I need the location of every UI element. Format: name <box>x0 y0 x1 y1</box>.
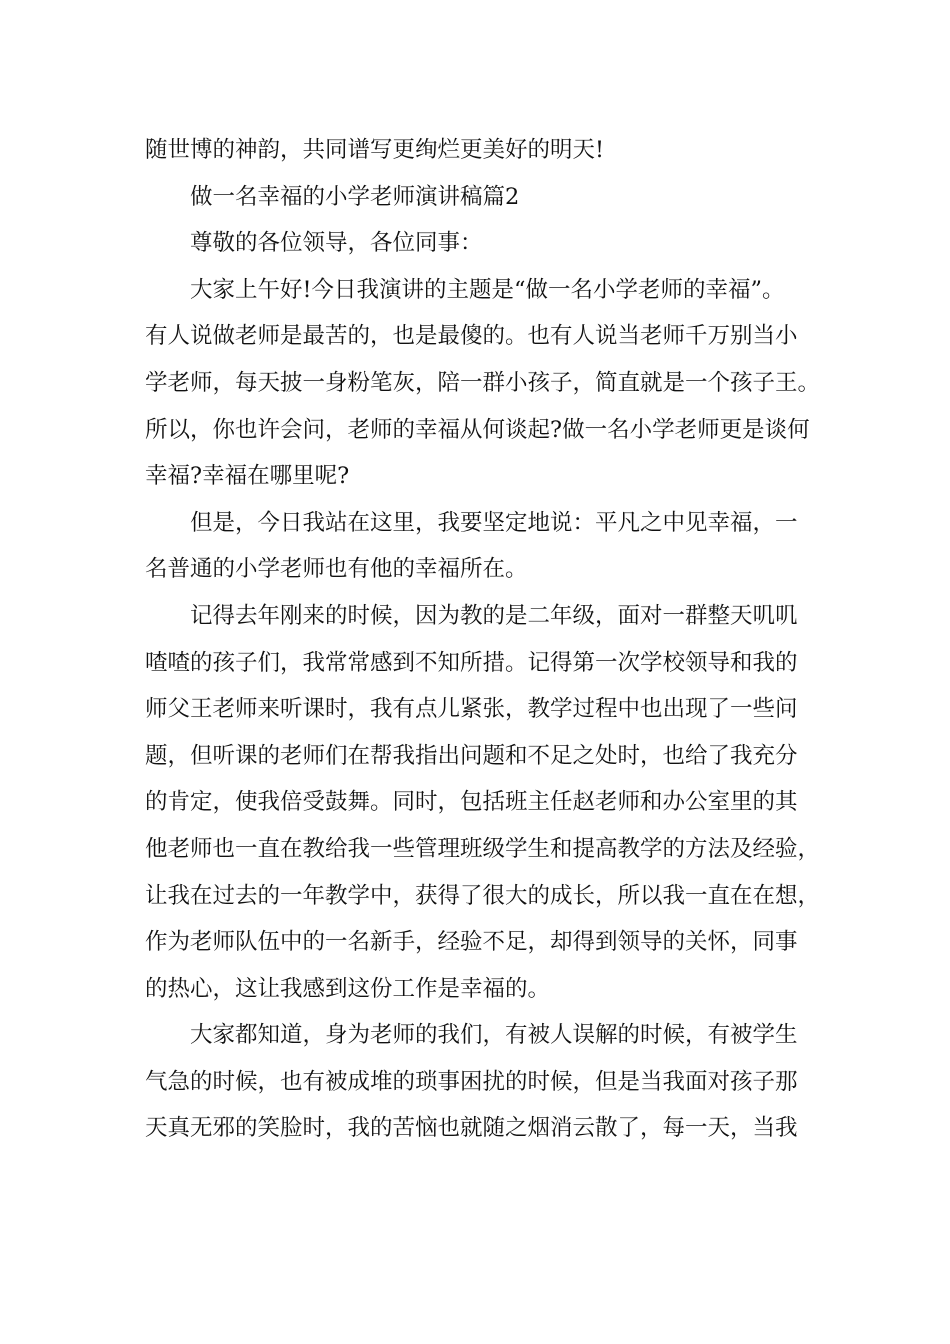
text-line: 但是，今日我站在这里，我要坚定地说：平凡之中见幸福，一 <box>190 509 798 536</box>
section-heading: 做一名幸福的小学老师演讲稿篇2 <box>190 183 520 210</box>
salutation: 尊敬的各位领导，各位同事： <box>190 230 483 257</box>
document-body <box>145 127 825 1152</box>
text-line: 大家都知道，身为老师的我们，有被人误解的时候，有被学生 <box>190 1022 798 1049</box>
text-line: 随世博的神韵，共同谱写更绚烂更美好的明天! <box>145 137 605 163</box>
text-line: 的肯定，使我倍受鼓舞。同时，包括班主任赵老师和办公室里的其 <box>145 789 798 816</box>
text-line: 的热心，这让我感到这份工作是幸福的。 <box>145 975 551 1002</box>
text-line: 大家上午好!今日我演讲的主题是“做一名小学老师的幸福”。 <box>190 276 785 303</box>
text-line: 学老师，每天披一身粉笔灰，陪一群小孩子，简直就是一个孩子王。 <box>145 369 821 396</box>
text-line: 所以，你也许会问，老师的幸福从何谈起?做一名小学老师更是谈何 <box>145 416 810 443</box>
text-line: 记得去年刚来的时候，因为教的是二年级，面对一群整天叽叽 <box>190 602 798 629</box>
text-line: 师父王老师来听课时，我有点儿紧张，教学过程中也出现了一些问 <box>145 696 798 723</box>
text-line: 喳喳的孩子们，我常常感到不知所措。记得第一次学校领导和我的 <box>145 649 798 676</box>
text-line: 名普通的小学老师也有他的幸福所在。 <box>145 556 528 583</box>
text-line: 让我在过去的一年教学中，获得了很大的成长，所以我一直在在想， <box>145 882 821 909</box>
text-line: 题，但听课的老师们在帮我指出问题和不足之处时，也给了我充分 <box>145 742 798 769</box>
text-line: 作为老师队伍中的一名新手，经验不足，却得到领导的关怀，同事 <box>145 929 798 956</box>
text-line: 气急的时候，也有被成堆的琐事困扰的时候，但是当我面对孩子那 <box>145 1068 798 1095</box>
text-line: 他老师也一直在教给我一些管理班级学生和提高教学的方法及经验， <box>145 835 821 862</box>
text-line: 幸福?幸福在哪里呢? <box>145 463 350 490</box>
text-line: 有人说做老师是最苦的，也是最傻的。也有人说当老师千万别当小 <box>145 323 798 350</box>
text-line: 天真无邪的笑脸时，我的苦恼也就随之烟消云散了，每一天，当我 <box>145 1115 798 1142</box>
